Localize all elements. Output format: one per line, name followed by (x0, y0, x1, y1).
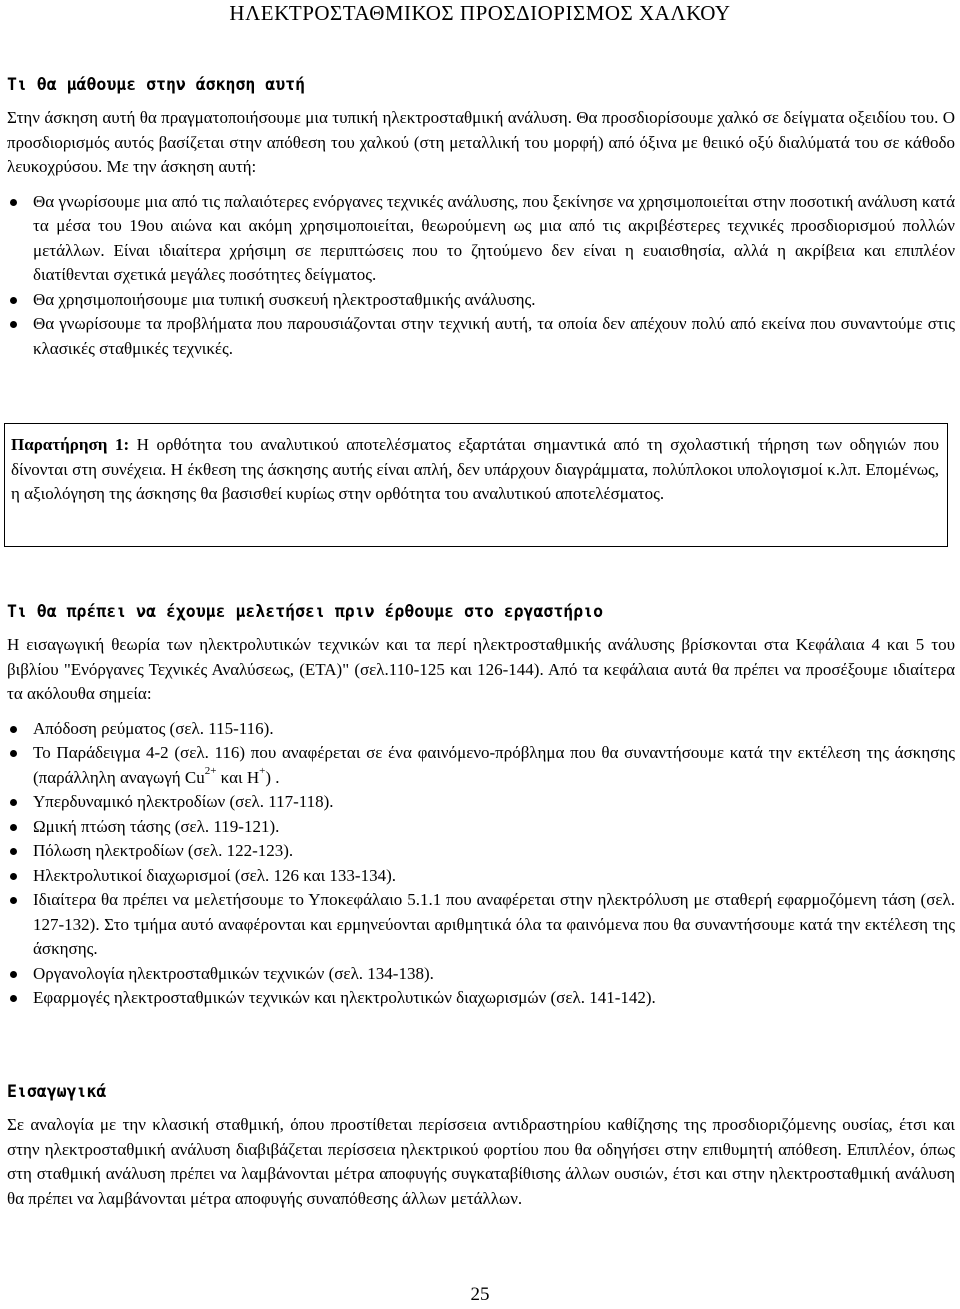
list-item (7, 790, 955, 815)
note-text: Η ορθότητα του αναλυτικού αποτελέσματος εξαρτάται σημαντικά από τη σχολαστική τήρηση των οδηγιών που δίνονται στη συνέχεια. Η έκθεση της άσκησης αυτής είναι απλή, δεν υπάρχουν διαγράμματα, πολύπλοκοι υπολογισμοί κ.λπ. Επομένως, η αξιολόγηση της άσκησης θα βασισθεί κυρίως στην ορθότητα του αναλυτικού αποτελέσματος. (11, 435, 939, 503)
bullet-icon (10, 199, 17, 206)
example-text (33, 743, 955, 787)
prerequisites-intro: Η εισαγωγική θεωρία των ηλεκτρολυτικών τεχνικών και τα περί ηλεκτροσταθμικής ανάλυσης βρίσκονται στα Κεφάλαια 4 και 5 του βιβλίου "Ενόργανες Τεχνικές Αναλύσεως, (ΕΤΑ)" (σελ.110-125 και 126-144). Από τα κεφάλαια αυτά θα πρέπει να προσέξουμε ιδιαίτερα τα ακόλουθα σημεία: (7, 635, 955, 703)
list-item (7, 288, 955, 313)
bullet-icon (10, 726, 17, 733)
list-item (7, 717, 955, 742)
bullet-icon (10, 321, 17, 328)
copper-charge: 2+ (204, 764, 217, 777)
list-item (7, 815, 955, 840)
list-item (7, 312, 955, 361)
hydrogen-charge: + (259, 764, 266, 777)
bullet-icon (10, 848, 17, 855)
list-item-text: Θα γνωρίσουμε τα προβλήματα που παρουσιάζονται στην τεχνική αυτή, τα οποία δεν απέχουν πολύ από εκείνα που συναντούμε στις κλασικές σταθμικές τεχνικές. (33, 314, 955, 358)
bullet-icon (10, 897, 17, 904)
list-item-text: Θα χρησιμοποιήσουμε μια τυπική συσκευή ηλεκτροσταθμικής ανάλυσης. (33, 289, 536, 309)
study-topics-list (7, 717, 955, 1011)
list-item-text: Ηλεκτρολυτικοί διαχωρισμοί (σελ. 126 και 133-134). (33, 865, 397, 885)
bullet-icon (10, 799, 17, 806)
list-item (7, 888, 955, 962)
section-heading-introduction: Εισαγωγικά (7, 1082, 107, 1101)
list-item-text: Ιδιαίτερα θα πρέπει να μελετήσουμε το Υποκεφάλαιο 5.1.1 που αναφέρεται στην ηλεκτρόλυση με σταθερή εφαρμοζόμενη τάση (σελ. 127-132). Στο τμήμα αυτό αναφέρονται και ερμηνεύονται αριθμητικά όλα τα φαινόμενα που θα συναντήσουμε κατά την εκτέλεση της άσκησης. (33, 890, 955, 958)
list-item-text: Εφαρμογές ηλεκτροσταθμικών τεχνικών και ηλεκτρολυτικών διαχωρισμών (σελ. 141-142). (33, 988, 656, 1007)
example-text-part: ) . (265, 767, 280, 787)
bullet-icon (10, 824, 17, 831)
bullet-icon (10, 971, 17, 978)
list-item-text: Απόδοση ρεύματος (σελ. 115-116). (33, 718, 274, 738)
list-item (7, 190, 955, 288)
section-heading-prerequisites: Τι θα πρέπει να έχουμε μελετήσει πριν έρθουμε στο εργαστήριο (7, 602, 604, 621)
list-item-text: Θα γνωρίσουμε μια από τις παλαιότερες ενόργανες τεχνικές ανάλυσης, που ξεκίνησε να χρησιμοποιείται στην ποσοτική ανάλυση κατά τα μέσα του 19ου αιώνα και ακόμη χρησιμοποιείται, θεωρούμενη ως μια από τις ακριβέστερες τεχνικές προσδιορισμού πολλών μετάλλων. Είναι ιδιαίτερα χρήσιμη σε περιπτώσεις που το ζητούμενο δεν είναι η ευαισθησία, αλλά η ακρίβεια και επιπλέον διατίθενται σχετικά μεγάλες ποσότητες δείγματος. (33, 191, 955, 284)
bullet-icon (10, 297, 17, 304)
intro-paragraph: Στην άσκηση αυτή θα πραγματοποιήσουμε μια τυπική ηλεκτροσταθμική ανάλυση. Θα προσδιορίσουμε χαλκό σε δείγματα οξειδίου του. Ο προσδιορισμός αυτός βασίζεται στην απόθεση του χαλκού (στη μεταλλική του μορφή) από όξινα με θειικό οξύ διαλύματά του σε κάθοδο λευκοχρύσου. Με την άσκηση αυτή: (7, 108, 955, 176)
bullet-icon (10, 750, 17, 757)
list-item (7, 986, 955, 1011)
example-text-part: Το Παράδειγμα 4-2 (σελ. 116) που αναφέρεται σε ένα φαινόμενο-πρόβλημα που θα συναντήσουμε κατά την εκτέλεση της άσκησης (παράλληλη αναγωγή Cu (33, 743, 955, 787)
section-heading-learning: Τι θα μάθουμε στην άσκηση αυτή (7, 75, 306, 94)
section-learning-body (7, 106, 955, 361)
list-item-text: Οργανολογία ηλεκτροσταθμικών τεχνικών (σελ. 134-138). (33, 963, 434, 983)
section-prerequisites-body (7, 633, 955, 1011)
note-paragraph (11, 433, 939, 507)
list-item (7, 741, 955, 790)
note-label: Παρατήρηση 1: (11, 435, 130, 454)
list-item-text: Υπερδυναμικό ηλεκτροδίων (σελ. 117-118). (33, 792, 334, 811)
list-item-text: Πόλωση ηλεκτροδίων (σελ. 122-123). (33, 841, 294, 860)
section-introduction-body (7, 1113, 955, 1211)
page-title: ΗΛΕΚΤΡΟΣΤΑΘΜΙΚΟΣ ΠΡΟΣΔΙΟΡΙΣΜΟΣ ΧΑΛΚΟΥ (229, 1, 731, 25)
introduction-paragraph: Σε αναλογία με την κλασική σταθμική, όπου προστίθεται περίσσεια αντιδραστηρίου καθίζησης της προσδιοριζόμενης ουσίας, έτσι και στην ηλεκτροσταθμική ανάλυση διαβιβάζεται περίσσεια ηλεκτρικού φορτίου που θα οδηγήσει στην επιθυμητή απόθεση. Επιπλέον, όπως στη σταθμική ανάλυση πρέπει να λαμβάνονται μέτρα αποφυγής συγκαταβίθισης άλλων ουσιών, έτσι και στην ηλεκτροσταθμική ανάλυση θα πρέπει να λαμβάνονται μέτρα αποφυγής συναπόθεσης άλλων μετάλλων. (7, 1115, 955, 1208)
page-number: 25 (470, 1284, 490, 1305)
list-item (7, 962, 955, 987)
list-item (7, 864, 955, 889)
bullet-icon (10, 995, 17, 1002)
bullet-icon (10, 873, 17, 880)
learning-goals-list (7, 190, 955, 362)
list-item (7, 839, 955, 864)
note-box (4, 423, 948, 547)
list-item-text: Ωμική πτώση τάσης (σελ. 119-121). (33, 816, 280, 836)
example-text-part: και H (216, 767, 260, 787)
